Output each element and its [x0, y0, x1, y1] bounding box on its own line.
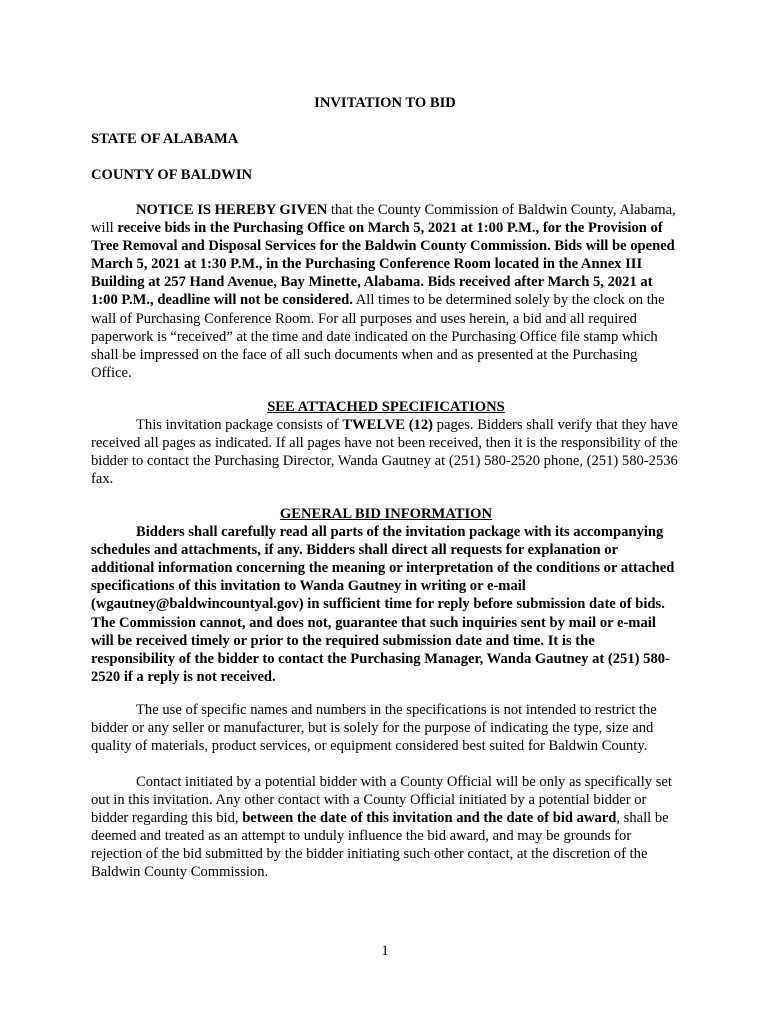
notice-bold-1: receive bids in the Purchasing Office on March 5, 2021 at 1:00 P.M., for the Provision of Tree Removal and Disposal Services for the Baldwin County Commission. Bids will be opened March 5, 2021 at 1:30 P.M., in the Purchasing Conference Room located in the Annex III Building at 257 Hand Avenue, Bay Minette, Alabama. Bids received after March 5, 2021 at 1:00 P.M., deadline will not be considered.	[91, 220, 675, 309]
general-bid-paragraph	[91, 523, 681, 686]
specs-text-2: pages. Bidders shall verify that they have received all pages as indicated. If all pages have not been received, then it is the responsibility of the bidder to contact the Purchasing Director, Wanda Gautney at (251) 580-2520 phone, (251) 580-2536 fax.	[91, 417, 678, 488]
specific-names-paragraph: The use of specific names and numbers in the specifications is not intended to restrict the bidder or any seller or manufacturer, but is solely for the purpose of indicating the type, size and quality of materials, product services, or equipment considered best suited for Baldwin County.	[91, 702, 657, 755]
county-heading: COUNTY OF BALDWIN	[91, 167, 253, 183]
notice-lead: NOTICE IS HEREBY GIVEN	[136, 202, 328, 218]
general-bid-section	[91, 505, 681, 686]
general-bid-text: Bidders shall carefully read all parts of the invitation package with its accompanying schedules and attachments, if any. Bidders shall direct all requests for explanation or additional information concerning the meaning or interpretation of the conditions or attached specifications of this invitation to Wanda Gautney in writing or e-mail (wgautney@baldwincountyal.gov) in sufficient time for reply before submission date of bids. The Commission cannot, and does not, guarantee that such inquiries sent by mail or e-mail will be received timely or prior to the required submission date and time. It is the responsibility of the bidder to contact the Purchasing Manager, Wanda Gautney at (251) 580-2520 if a reply is not received.	[91, 524, 675, 685]
specs-text-1: This invitation package consists of	[136, 417, 343, 434]
contact-text-2: , shall be deemed and treated as an attempt to unduly influence the bid award, and may be grounds for rejection of the bid submitted by the bidder initiating such other contact, at the discretion of the Baldwin County Commission.	[91, 810, 669, 881]
document-title: INVITATION TO BID	[314, 95, 456, 111]
contact-text-1: Contact initiated by a potential bidder with a County Official will be only as specifically set out in this invitation. Any other contact with a County Official initiated by a potential bidder or bidder regarding this bid,	[91, 774, 672, 827]
notice-text-2: All times to be determined solely by the clock on the wall of Purchasing Conference Room. For all purposes and uses herein, a bid and all required paperwork is “received” at the time and date indicated on the Purchasing Office file stamp which shall be impressed on the face of all such documents when and as presented at the Purchasing Office.	[91, 292, 665, 381]
contact-bold-1: between the date of this invitation and the date of bid award	[242, 810, 617, 827]
general-bid-heading: GENERAL BID INFORMATION	[279, 506, 493, 522]
state-heading: STATE OF ALABAMA	[91, 131, 239, 147]
notice-paragraph	[91, 201, 681, 382]
contact-paragraph	[91, 773, 681, 882]
specifications-section	[91, 398, 681, 488]
specs-page-count: TWELVE (12)	[342, 417, 434, 434]
notice-text-1: that the County Commission of Baldwin County, Alabama, will	[91, 202, 676, 237]
specifications-heading: SEE ATTACHED SPECIFICATIONS	[267, 399, 505, 415]
specifications-paragraph	[91, 416, 681, 488]
page-number: 1	[381, 943, 389, 959]
